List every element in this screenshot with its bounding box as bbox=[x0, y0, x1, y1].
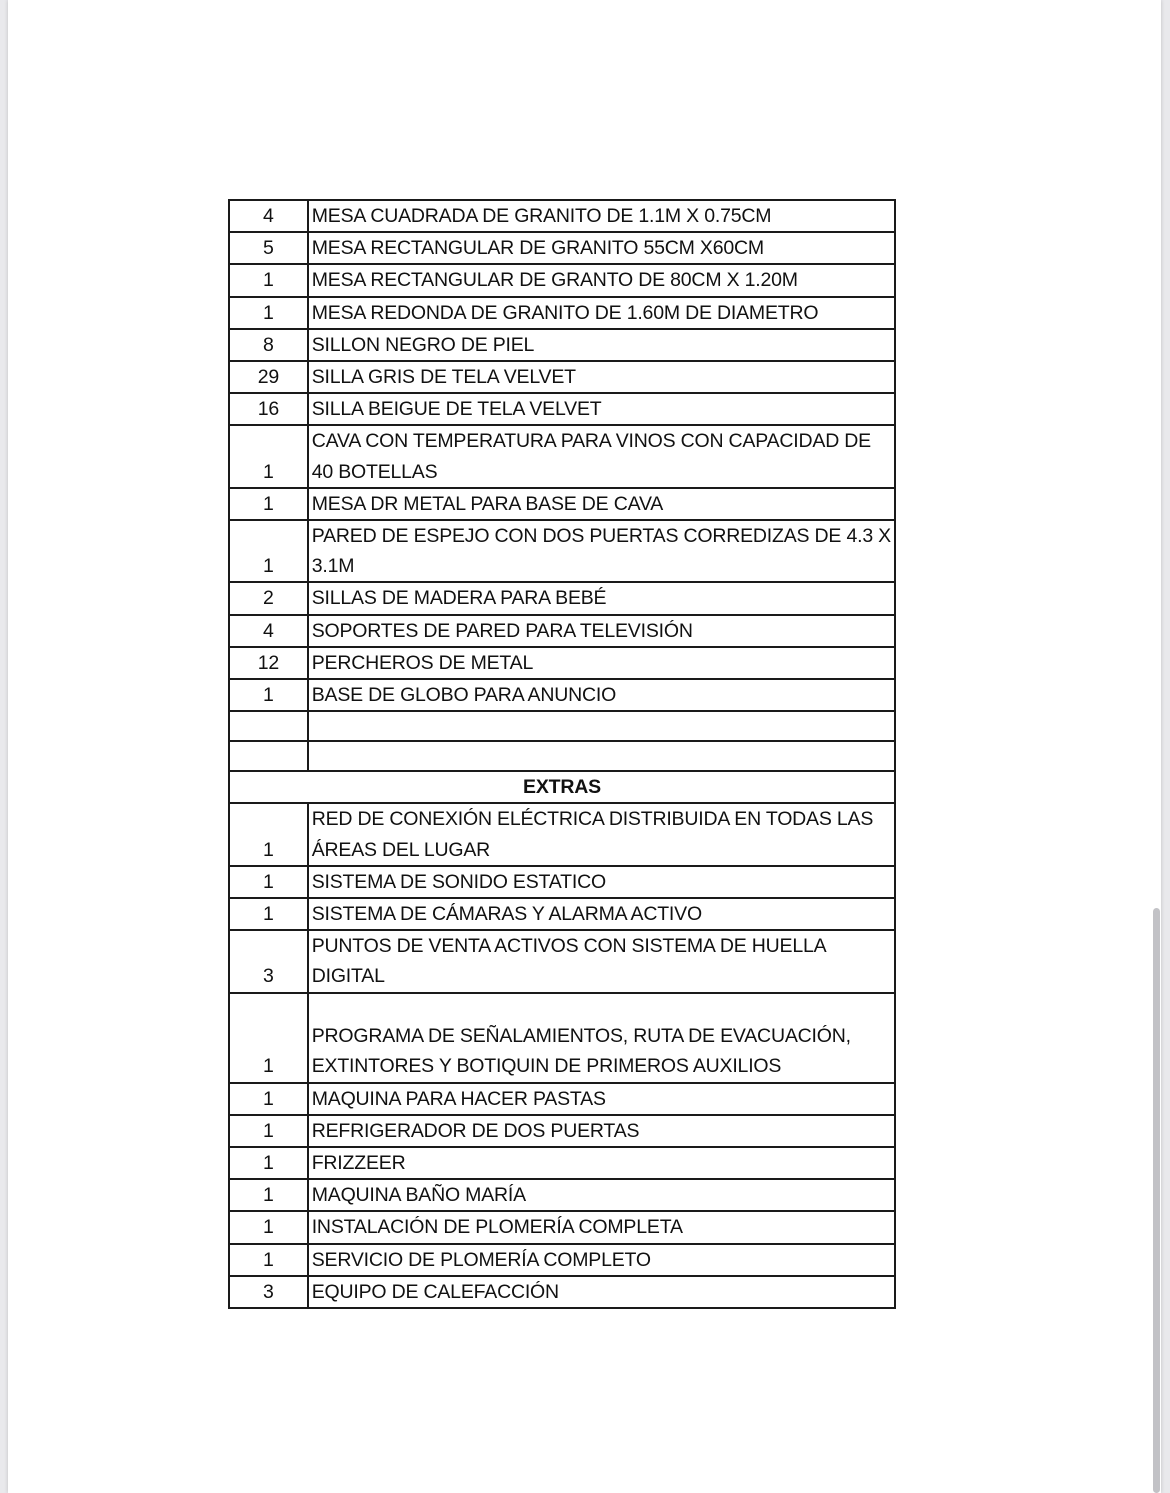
table-row bbox=[229, 1115, 895, 1147]
description-cell: SILLAS DE MADERA PARA BEBÉ bbox=[308, 582, 895, 614]
table-row bbox=[229, 200, 895, 232]
description-line: PARED DE ESPEJO CON DOS PUERTAS CORREDIZAS DE 4.3 X bbox=[311, 525, 891, 548]
quantity-cell: 2 bbox=[229, 582, 308, 614]
description-cell: SOPORTES DE PARED PARA TELEVISIÓN bbox=[308, 615, 895, 647]
quantity-cell: 16 bbox=[229, 393, 308, 425]
quantity-cell: 1 bbox=[229, 1147, 308, 1179]
description-line: CAVA CON TEMPERATURA PARA VINOS CON CAPACIDAD DE bbox=[311, 430, 871, 453]
extras-heading: EXTRAS bbox=[229, 771, 895, 803]
description-cell: MESA REDONDA DE GRANITO DE 1.60M DE DIAMETRO bbox=[308, 297, 895, 329]
quantity-cell: 4 bbox=[229, 615, 308, 647]
description-cell: SISTEMA DE SONIDO ESTATICO bbox=[308, 866, 895, 898]
quantity-cell: 1 bbox=[229, 425, 308, 487]
description-cell bbox=[308, 425, 895, 487]
table-row bbox=[229, 1147, 895, 1179]
description-cell: MESA DR METAL PARA BASE DE CAVA bbox=[308, 488, 895, 520]
table-row bbox=[229, 264, 895, 296]
description-line: PROGRAMA DE SEÑALAMIENTOS, RUTA DE EVACUACIÓN, bbox=[311, 1025, 851, 1048]
table-row bbox=[229, 1244, 895, 1276]
quantity-cell: 4 bbox=[229, 200, 308, 232]
description-cell: PERCHEROS DE METAL bbox=[308, 647, 895, 679]
quantity-cell: 1 bbox=[229, 1211, 308, 1243]
section-header-row bbox=[229, 771, 895, 803]
empty-row bbox=[229, 711, 895, 741]
quantity-cell bbox=[229, 741, 308, 771]
table-row bbox=[229, 425, 895, 487]
description-cell: MAQUINA PARA HACER PASTAS bbox=[308, 1083, 895, 1115]
table-row bbox=[229, 1179, 895, 1211]
quantity-cell: 1 bbox=[229, 1115, 308, 1147]
description-cell: SILLA BEIGUE DE TELA VELVET bbox=[308, 393, 895, 425]
description-cell: SILLA GRIS DE TELA VELVET bbox=[308, 361, 895, 393]
description-cell: EQUIPO DE CALEFACCIÓN bbox=[308, 1276, 895, 1308]
table-row bbox=[229, 647, 895, 679]
table-row bbox=[229, 393, 895, 425]
description-line: 40 BOTELLAS bbox=[311, 460, 438, 483]
description-cell bbox=[308, 741, 895, 771]
description-cell: MESA RECTANGULAR DE GRANITO 55CM X60CM bbox=[308, 232, 895, 264]
quantity-cell: 5 bbox=[229, 232, 308, 264]
table-row bbox=[229, 488, 895, 520]
description-line: EXTINTORES Y BOTIQUIN DE PRIMEROS AUXILIOS bbox=[311, 1055, 782, 1078]
description-cell: MESA CUADRADA DE GRANITO DE 1.1M X 0.75CM bbox=[308, 200, 895, 232]
quantity-cell: 12 bbox=[229, 647, 308, 679]
quantity-cell: 3 bbox=[229, 1276, 308, 1308]
quantity-cell: 1 bbox=[229, 898, 308, 930]
document-page bbox=[8, 0, 1161, 1493]
quantity-cell: 1 bbox=[229, 866, 308, 898]
table-row bbox=[229, 1276, 895, 1308]
description-cell bbox=[308, 993, 895, 1083]
quantity-cell: 29 bbox=[229, 361, 308, 393]
quantity-cell: 1 bbox=[229, 488, 308, 520]
description-cell: INSTALACIÓN DE PLOMERÍA COMPLETA bbox=[308, 1211, 895, 1243]
description-cell bbox=[308, 711, 895, 741]
quantity-cell: 1 bbox=[229, 1244, 308, 1276]
table-row bbox=[229, 232, 895, 264]
quantity-cell: 8 bbox=[229, 329, 308, 361]
description-cell: SERVICIO DE PLOMERÍA COMPLETO bbox=[308, 1244, 895, 1276]
table-row bbox=[229, 993, 895, 1083]
table-row bbox=[229, 930, 895, 992]
description-cell bbox=[308, 930, 895, 992]
description-line: PUNTOS DE VENTA ACTIVOS CON SISTEMA DE HUELLA bbox=[311, 935, 827, 958]
description-line: 3.1M bbox=[311, 555, 355, 578]
description-cell bbox=[308, 803, 895, 865]
table-row bbox=[229, 297, 895, 329]
description-cell: BASE DE GLOBO PARA ANUNCIO bbox=[308, 679, 895, 711]
description-line: DIGITAL bbox=[311, 965, 385, 988]
quantity-cell bbox=[229, 711, 308, 741]
table-row bbox=[229, 615, 895, 647]
description-cell: REFRIGERADOR DE DOS PUERTAS bbox=[308, 1115, 895, 1147]
vertical-scrollbar-thumb[interactable] bbox=[1153, 908, 1160, 1493]
table-row bbox=[229, 803, 895, 865]
table-row bbox=[229, 520, 895, 582]
table-row bbox=[229, 582, 895, 614]
quantity-cell: 1 bbox=[229, 264, 308, 296]
description-cell: SILLON NEGRO DE PIEL bbox=[308, 329, 895, 361]
table-row bbox=[229, 1083, 895, 1115]
quantity-cell: 1 bbox=[229, 520, 308, 582]
description-cell bbox=[308, 520, 895, 582]
quantity-cell: 1 bbox=[229, 1083, 308, 1115]
quantity-cell: 1 bbox=[229, 679, 308, 711]
table-row bbox=[229, 361, 895, 393]
table-row bbox=[229, 329, 895, 361]
quantity-cell: 1 bbox=[229, 297, 308, 329]
description-cell: SISTEMA DE CÁMARAS Y ALARMA ACTIVO bbox=[308, 898, 895, 930]
description-cell: MAQUINA BAÑO MARÍA bbox=[308, 1179, 895, 1211]
quantity-cell: 1 bbox=[229, 1179, 308, 1211]
quantity-cell: 1 bbox=[229, 803, 308, 865]
inventory-table bbox=[228, 199, 896, 1309]
table-row bbox=[229, 866, 895, 898]
table-row bbox=[229, 679, 895, 711]
quantity-cell: 1 bbox=[229, 993, 308, 1083]
description-line: RED DE CONEXIÓN ELÉCTRICA DISTRIBUIDA EN TODAS LAS bbox=[311, 808, 874, 831]
description-cell: MESA RECTANGULAR DE GRANTO DE 80CM X 1.20M bbox=[308, 264, 895, 296]
description-cell: FRIZZEER bbox=[308, 1147, 895, 1179]
table-row bbox=[229, 898, 895, 930]
description-line: ÁREAS DEL LUGAR bbox=[311, 838, 491, 861]
empty-row bbox=[229, 741, 895, 771]
table-row bbox=[229, 1211, 895, 1243]
quantity-cell: 3 bbox=[229, 930, 308, 992]
